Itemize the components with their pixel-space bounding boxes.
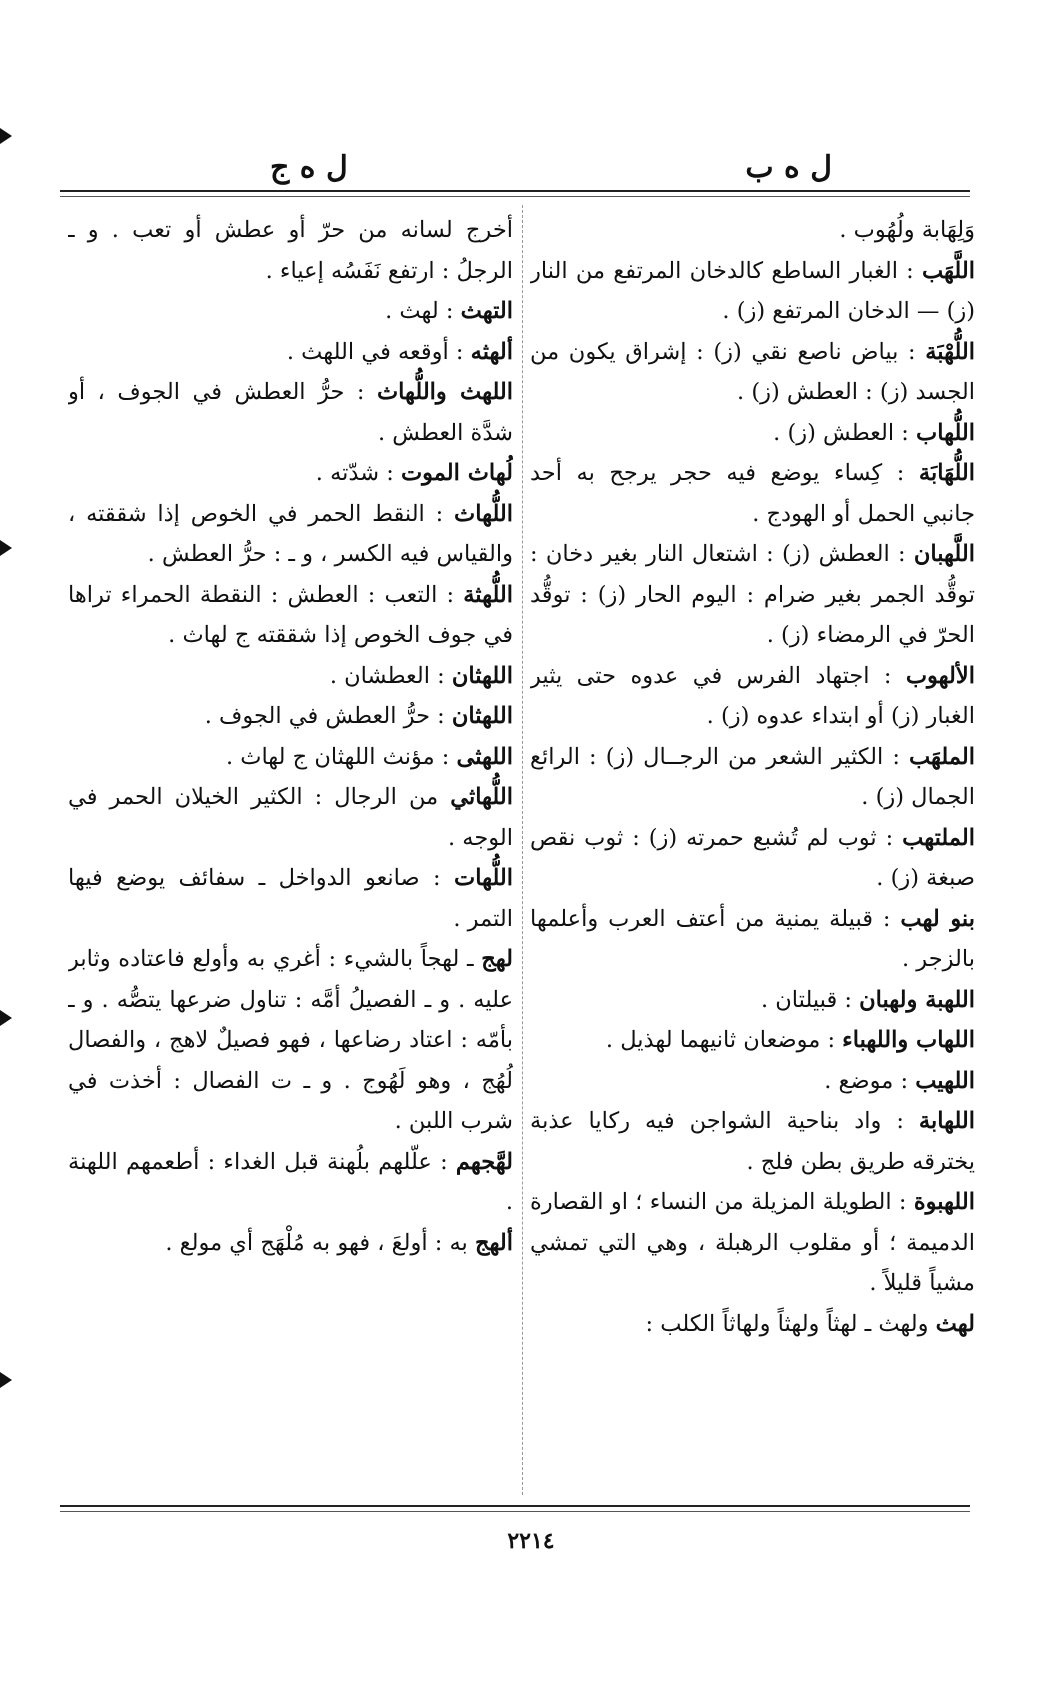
dictionary-entry (530, 1101, 975, 1182)
definition: من الرجال : الكثير الخيلان الحمر في الوجه . (68, 784, 513, 851)
headword: اللهاب واللهباء (842, 1027, 975, 1053)
page-number: ٢٢١٤ (507, 1528, 555, 1554)
definition: أخرج لسانه من حرّ أو عطش أو تعب . و ـ الرجلُ : ارتفع نَفَسُه إعياء . (68, 217, 513, 284)
dictionary-entry (530, 737, 975, 818)
definition: : شدّته . (315, 460, 401, 486)
dictionary-entry (530, 413, 975, 454)
headword: لهج (481, 946, 513, 972)
definition: : الكثير الشعر من الرجــال (ز) : الرائع الجمال (ز) . (530, 743, 975, 810)
definition: به : أولعَ ، فهو به مُلْهَج أي مولع . (165, 1229, 475, 1256)
headword: اللُّهثة (463, 581, 513, 608)
dictionary-entry (68, 1223, 513, 1264)
headword: اللهبة ولهبان (859, 986, 975, 1013)
dictionary-entry (530, 210, 975, 251)
dictionary-entry (68, 858, 513, 939)
header-right-root: ل ه ب (745, 150, 832, 185)
dictionary-entry (530, 818, 975, 899)
dictionary-entry (530, 1020, 975, 1061)
dictionary-entry (68, 1142, 513, 1223)
definition: : لهث . (385, 298, 461, 324)
margin-mark (0, 1010, 12, 1026)
definition: : حرُّ العطش في الجوف . (204, 703, 452, 729)
definition: : العطش (ز) . (773, 419, 917, 446)
bottom-rule-thin (60, 1511, 970, 1512)
dictionary-entry (68, 737, 513, 778)
headword: لهث (935, 1310, 975, 1337)
headword: لهَّجهم (455, 1148, 513, 1175)
headword: اللَّهَب (921, 257, 975, 284)
definition: : العطشان . (329, 662, 452, 689)
definition: : علّلهم بلُهنة قبل الغداء : أطعمهم اللهنة . (68, 1148, 513, 1215)
dictionary-entry (68, 939, 513, 1142)
headword: لُهاث الموت (400, 460, 513, 486)
definition: ـ لهجاً بالشيء : أغري به وأولع فاعتاده وثابر عليه . و ـ الفصيلُ أمَّه : تناول ضرعها يتصُّه . و ـ بأمّه : اعتاد رضاعها ، فهو فصيلٌ لاهج ، والفصال لُهُج ، وهو لَهُوج . و ـ ت الفصال : أخذت في شرب اللبن . (68, 946, 513, 1134)
definition: : قبيلتان . (760, 986, 860, 1013)
dictionary-entry (530, 534, 975, 656)
dictionary-entry (68, 777, 513, 858)
headword: اللهثان (451, 662, 513, 689)
left-column (68, 210, 513, 1495)
definition: : الغبار الساطع كالدخان المرتفع من النار (ز) — الدخان المرتفع (ز) . (530, 257, 975, 324)
top-rule (60, 190, 970, 192)
dictionary-entry (530, 1304, 975, 1345)
dictionary-entry (530, 899, 975, 980)
definition: : بياض ناصع نقي (ز) : إشراق يكون من الجسد (ز) : العطش (ز) . (530, 338, 975, 405)
headword: اللُّهات (454, 865, 513, 891)
definition: : النقط الحمر في الخوص إذا شققته ، والقياس فيه الكسر ، و ـ : حرُّ العطش . (68, 500, 513, 567)
definition: : كِساء يوضع فيه حجر يرجح به أحد جانبي الحمل أو الهودج . (530, 460, 975, 527)
definition: : التعب : العطش : النقطة الحمراء تراها في جوف الخوص إذا شققته ج لهاث . (68, 581, 513, 648)
dictionary-entry (68, 372, 513, 453)
margin-mark (0, 128, 12, 144)
definition: وَلِهَابة ولُهُوب . (839, 217, 975, 243)
definition: : قبيلة يمنية من أعتف العرب وأعلمها بالزجر . (530, 905, 975, 972)
dictionary-entry (530, 656, 975, 737)
headword: اللُّهاب (916, 419, 975, 446)
headword: اللهثان (451, 703, 513, 729)
dictionary-entry (68, 332, 513, 373)
headword: اللُّهاثي (450, 784, 513, 810)
definition: : موضع . (824, 1067, 916, 1094)
margin-mark (0, 540, 12, 556)
definition: : العطش (ز) : اشتعال النار بغير دخان : توقُّد الجمر بغير ضرام : اليوم الحار (ز) : توقُّد الحرّ في الرمضاء (ز) . (530, 541, 975, 648)
headword: الملتهب (902, 824, 975, 851)
headword: ألهثه (470, 338, 513, 365)
headword: اللهيب (915, 1067, 975, 1094)
definition: : أوقعه في اللهث . (286, 338, 471, 365)
dictionary-entry (530, 251, 975, 332)
dictionary-entry (68, 453, 513, 494)
headword: اللَّهبان (913, 541, 975, 567)
headword: اللُّهْبَة (925, 338, 975, 365)
headword: اللهث واللُّهاث (376, 379, 513, 405)
header-left-root: ل ه ج (270, 150, 348, 185)
definition: : حرُّ العطش في الجوف ، أو شدَّة العطش . (68, 379, 513, 446)
definition: : واد بناحية الشواجن فيه ركايا عذبة يخترقه طريق بطن فلج . (530, 1108, 975, 1175)
margin-mark (0, 1372, 12, 1388)
definition: : صانعو الدواخل ـ سفائف يوضع فيها التمر . (68, 865, 513, 932)
dictionary-entry (68, 656, 513, 697)
headword: بنو لهب (900, 905, 975, 932)
definition: : مؤنث اللهثان ج لهاث . (225, 743, 457, 770)
dictionary-entry (68, 494, 513, 575)
dictionary-entry (68, 291, 513, 332)
headword: الألهوب (905, 662, 975, 689)
dictionary-entry (68, 696, 513, 737)
top-rule-thin (60, 196, 970, 197)
headword: اللهثى (456, 743, 513, 770)
dictionary-entry (68, 210, 513, 291)
definition: : ثوب لم تُشبع حمرته (ز) : ثوب نقص صبغة (ز) . (530, 824, 975, 891)
column-divider (522, 205, 523, 1495)
definition: : اجتهاد الفرس في عدوه حتى يثير الغبار (ز) أو ابتداء عدوه (ز) . (530, 662, 975, 729)
headword: ألهج (474, 1229, 513, 1256)
right-column (530, 210, 975, 1495)
definition: ولهث ـ لهثاً ولهثاً ولهاثاً الكلب : (645, 1310, 936, 1337)
definition: : موضعان ثانيهما لهذيل . (605, 1027, 843, 1053)
dictionary-entry (530, 332, 975, 413)
headword: اللهبوة (913, 1189, 975, 1215)
dictionary-entry (530, 453, 975, 534)
headword: اللُّهَابَة (918, 460, 975, 486)
dictionary-entry (530, 980, 975, 1021)
definition: : الطويلة المزيلة من النساء ؛ او القصارة الدميمة ؛ أو مقلوب الرهبلة ، وهي التي تمشي مشياً قليلاً . (530, 1189, 975, 1296)
dictionary-entry (530, 1061, 975, 1102)
headword: التهث (460, 298, 513, 324)
dictionary-entry (530, 1182, 975, 1304)
headword: اللُّهاث (454, 500, 513, 527)
bottom-rule (60, 1505, 970, 1507)
headword: الملهَب (908, 743, 975, 770)
headword: اللهابة (918, 1108, 975, 1134)
dictionary-entry (68, 575, 513, 656)
